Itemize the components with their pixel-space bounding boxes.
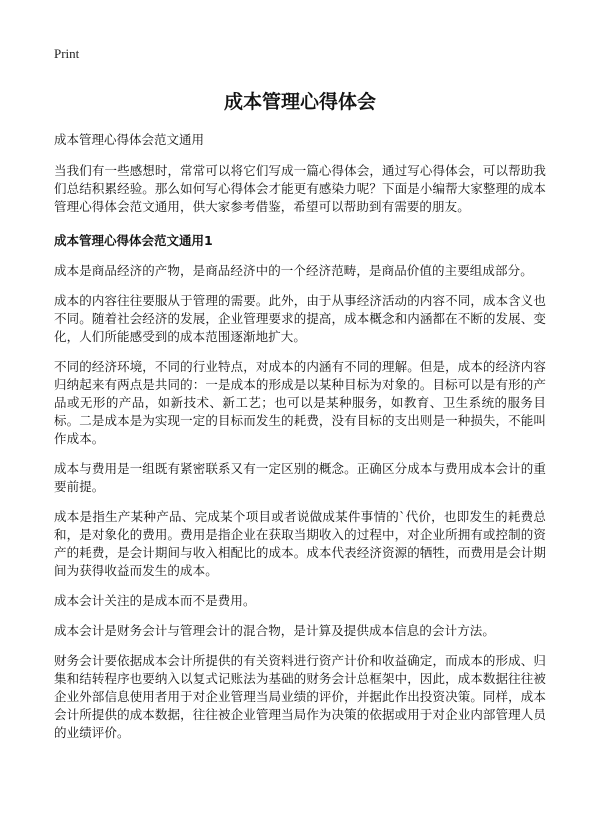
print-link[interactable]: Print — [54, 46, 80, 61]
page-title: 成本管理心得体会 — [223, 91, 376, 113]
section-heading: 成本管理心得体会范文通用1 — [54, 233, 213, 248]
body-paragraph: 成本是商品经济的产物，是商品经济中的一个经济范畴，是商品价值的主要组成部分。 — [54, 263, 533, 278]
body-paragraph: 成本是指生产某种产品、完成某个项目或者说做成某件事情的`代价，也即发生的耗费总和，是对象化的费用。费用是指企业在获取当期收入的过程中，对企业所拥有或控制的资产的耗费，是会计期间与收入相配比的成本。成本代表经济资源的牺牲，而费用是会计期间为获得收益而发生的成本。 — [54, 509, 546, 578]
body-paragraph: 成本的内容往往要服从于管理的需要。此外，由于从事经济活动的内容不同，成本含义也不同。随着社会经济的发展，企业管理要求的提高，成本概念和内涵都在不断的发展、变化，人们所能感受到的成本范围逐渐地扩大。 — [54, 293, 546, 344]
body-paragraph: 财务会计要依据成本会计所提供的有关资料进行资产计价和收益确定，而成本的形成、归集和结转程序也要纳入以复式记账法为基础的财务会计总框架中，因此，成本数据往往被企业外部信息使用者用于对企业管理当局业绩的评价，并据此作出投资决策。同样，成本会计所提供的成本数据，往往被企业管理当局作为决策的依据或用于对企业内部管理人员的业绩评价。 — [54, 653, 546, 740]
body-paragraph: 不同的经济环境，不同的行业特点，对成本的内涵有不同的理解。但是，成本的经济内容归纳起来有两点是共同的：一是成本的形成是以某种目标为对象的。目标可以是有形的产品或无形的产品，如新技术、新工艺；也可以是某种服务，如教育、卫生系统的服务目标。二是成本是为实现一定的目标而发生的耗费，没有目标的支出则是一种损失，不能叫作成本。 — [54, 359, 546, 446]
body-paragraph: 成本会计是财务会计与管理会计的混合物，是计算及提供成本信息的会计方法。 — [54, 623, 496, 638]
body-paragraph: 成本会计关注的是成本而不是费用。 — [54, 593, 256, 608]
body-paragraph: 成本与费用是一组既有紧密联系又有一定区别的概念。正确区分成本与费用成本会计的重要前提。 — [54, 461, 546, 494]
intro-paragraph: 当我们有一些感想时，常常可以将它们写成一篇心得体会，通过写心得体会，可以帮助我们总结积累经验。那么如何写心得体会才能更有感染力呢？下面是小编帮大家整理的成本管理心得体会范文通用，供大家参考借鉴，希望可以帮助到有需要的朋友。 — [54, 163, 546, 214]
document-subtitle: 成本管理心得体会范文通用 — [54, 132, 205, 147]
